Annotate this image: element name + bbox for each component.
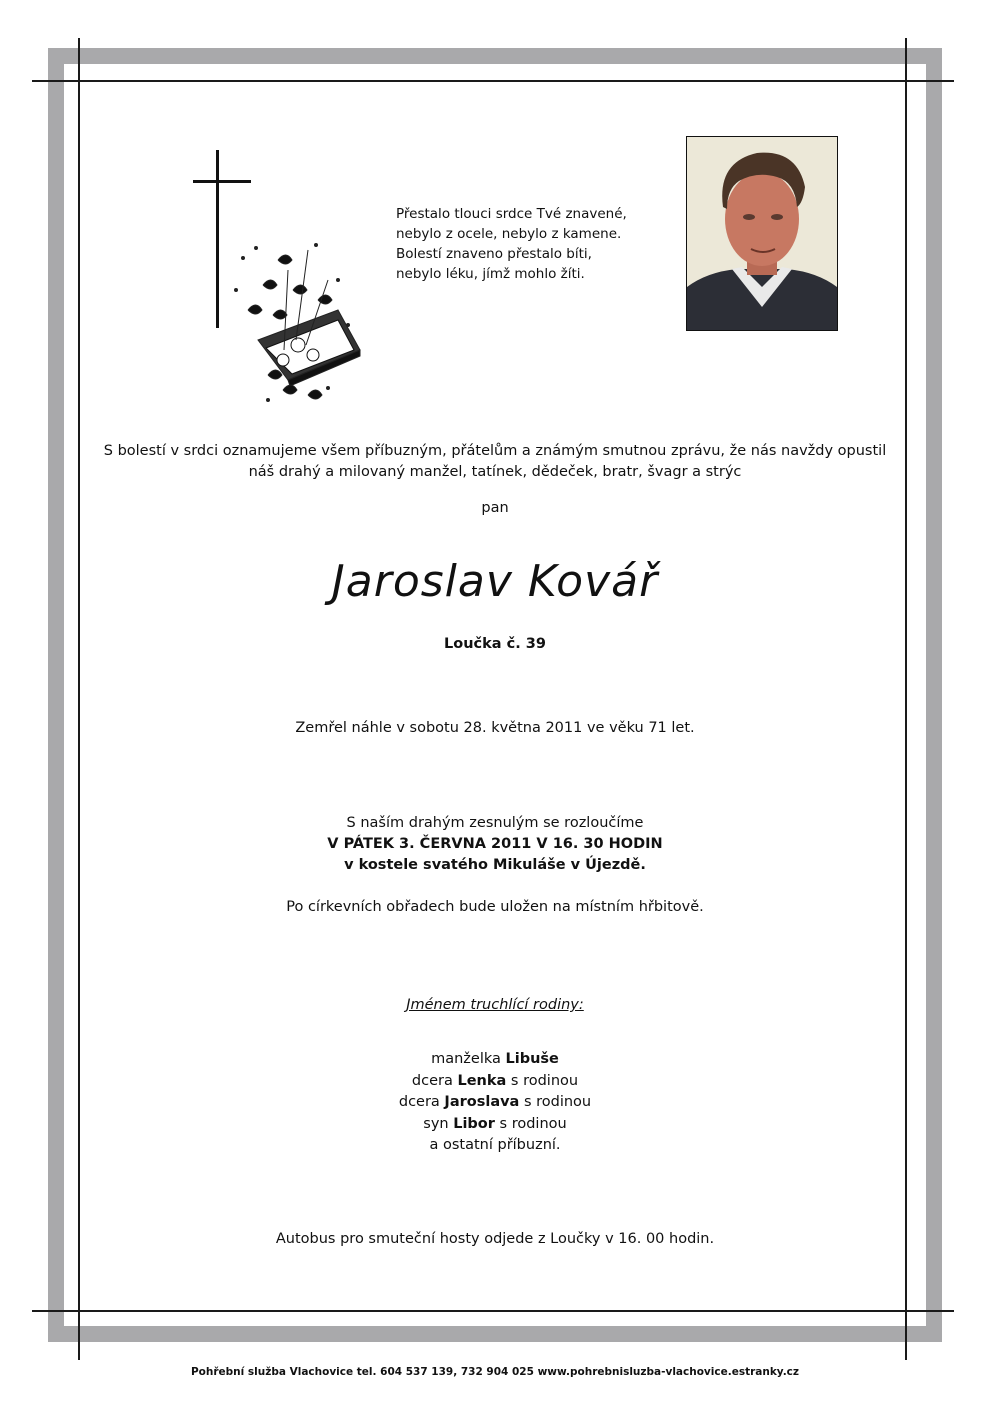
frame-line-bottom [32,1310,954,1312]
poem-line: nebylo z ocele, nebylo z kamene. [396,226,622,242]
frame-band-top [48,48,942,64]
farewell-place: v kostele svatého Mikuláše v Újezdě. [344,857,646,873]
frame-line-right [905,38,907,1360]
family-member: a ostatní příbuzní. [429,1137,561,1153]
announcement-line: S bolestí v srdci oznamujeme všem příbuzným, přátelům a známým smutnou zprávu, že nás navždy opustil [103,443,887,459]
announcement-line: náš drahý a milovaný manžel, tatínek, dědeček, bratr, švagr a strýc [248,464,742,480]
portrait-photo [686,136,838,331]
frame-band-left [48,48,64,1342]
poem-line: Bolestí znaveno přestalo bíti, [396,246,592,262]
family-list [64,1049,926,1157]
frame-line-left [78,38,80,1360]
deceased-name: Jaroslav Kovář [331,556,659,607]
frame-band-bottom [48,1326,942,1342]
family-member: dcera Jaroslava s rodinou [398,1094,592,1110]
frame-line-top [32,80,954,82]
farewell-intro: S naším drahým zesnulým se rozloučíme [346,815,644,831]
burial-notice: Po církevních obřadech bude uložen na místním hřbitově. [286,899,704,915]
farewell-info [64,813,926,876]
poem [396,204,666,284]
farewell-date: V PÁTEK 3. ČERVNA 2011 V 16. 30 HODIN [327,836,663,852]
frame-band-right [926,48,942,1342]
cross-with-flowers-icon [188,150,368,410]
announcement [64,441,926,483]
poem-line: nebylo léku, jímž mohlo žíti. [396,266,585,282]
footer-funeral-service: Pohřební služba Vlachovice tel. 604 537 139, 732 904 025 www.pohrebnisluzba-vlachovice.estranky.cz [190,1366,800,1378]
family-title: Jménem truchlící rodiny: [406,997,584,1013]
poem-line: Přestalo tlouci srdce Tvé znavené, [396,206,627,222]
bus-notice: Autobus pro smuteční hosty odjede z Loučky v 16. 00 hodin. [275,1231,715,1247]
deceased-address: Loučka č. 39 [444,636,546,652]
family-member: syn Libor s rodinou [423,1115,567,1132]
title-pan: pan [481,500,509,516]
death-notice: Zemřel náhle v sobotu 28. května 2011 ve věku 71 let. [295,720,695,736]
family-member: dcera Lenka s rodinou [411,1072,579,1089]
family-member: manželka Libuše [431,1051,559,1067]
